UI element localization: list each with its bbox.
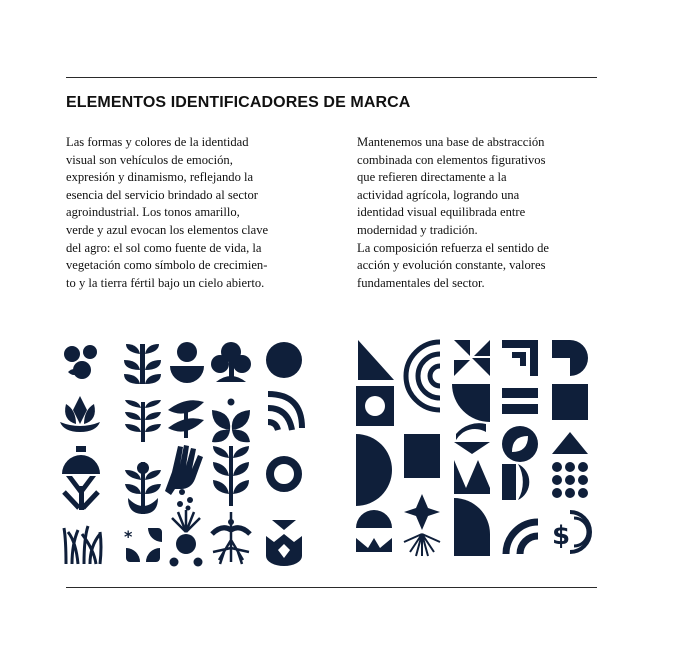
zigzag-icon [454,442,490,494]
paragraph-line: Las formas y colores de la identidad [66,135,249,149]
rounded-corner-icon [454,498,490,556]
lotus-icon [60,396,100,432]
triangle-small-icon [552,432,588,454]
grass-icon [64,526,101,564]
paragraph-line: del agro: el sol como fuente de vida, la [66,240,262,255]
dollar-icon [552,512,590,552]
sun-icon [266,342,302,378]
sprout-root-icon [170,510,203,567]
paragraph-line: expresión y dinamismo, reflejando la [66,170,254,185]
tulip-pattern-icon [266,520,302,566]
arc-rings-icon [406,342,440,410]
paragraph-line: Mantenemos una base de abstracción [357,135,545,149]
double-d-icon [502,464,529,500]
clover-icon [124,527,162,562]
hand-seeds-icon [165,445,203,511]
paragraph-line: combinada con elementos figurativos [357,152,546,167]
triangle-icon [358,340,394,380]
circle-in-square-icon [356,386,394,426]
paragraph-line: La composición refuerza el sentido de [357,240,549,255]
bars-icon [502,388,538,414]
paragraph-line: esencia del servicio brindado al sector [66,187,258,202]
flower-icon [170,342,204,383]
berries-icon [64,345,97,379]
quarter-circle-icon [452,384,490,440]
left-paragraph [66,134,268,292]
square-icon [552,384,588,420]
ring-icon [270,460,298,488]
bottom-rule [66,587,597,588]
leaf-pair-icon [168,400,204,438]
paragraph-line: verde y azul evocan los elementos clave [66,222,269,237]
paragraph-line: que refieren directamente a la [357,170,507,185]
figurative-icon-grid [60,340,310,572]
top-rule [66,77,597,78]
wind-arcs-icon [268,394,302,430]
roots-icon [212,512,250,564]
acorn-icon [62,446,100,510]
leaf-cluster-icon [124,344,161,384]
branch-icon [125,400,161,442]
section-title: ELEMENTOS IDENTIFICADORES DE MARCA [66,94,411,111]
dots-grid-icon [552,462,588,498]
paragraph-line: to y la tierra fértil bajo un cielo abierto. [66,275,265,290]
crossed-leaves-icon [212,399,250,443]
dome-icon [356,510,392,552]
leaf-circle-icon [502,426,538,462]
abstract-icon-grid [356,338,594,562]
paragraph-line: visual son vehículos de emoción, [66,152,233,167]
star-burst-icon [404,494,440,556]
half-disc-icon [356,434,392,506]
paragraph-line: vegetación como símbolo de crecimien- [66,258,268,273]
wheat-icon [125,462,161,514]
paragraph-line: acción y evolución constante, valores [357,258,546,273]
right-paragraph [357,134,549,292]
corner-steps-icon [502,340,538,376]
paragraph-line: actividad agrícola, logrando una [357,187,520,202]
double-arc-icon [506,522,538,554]
wedge-icon [404,432,440,478]
half-circle-icon [552,340,588,376]
paragraph-line: fundamentales del sector. [357,275,485,290]
svg-text:$: $ [552,521,571,551]
svg-text:*: * [124,527,133,546]
paragraph-line: agroindustrial. Los tonos amarillo, [66,205,240,220]
vine-icon [213,446,249,506]
tree-icon [211,342,251,382]
quadrant-icon [454,340,490,376]
paragraph-line: modernidad y tradición. [357,222,478,237]
paragraph-line: identidad visual equilibrada entre [357,205,526,220]
